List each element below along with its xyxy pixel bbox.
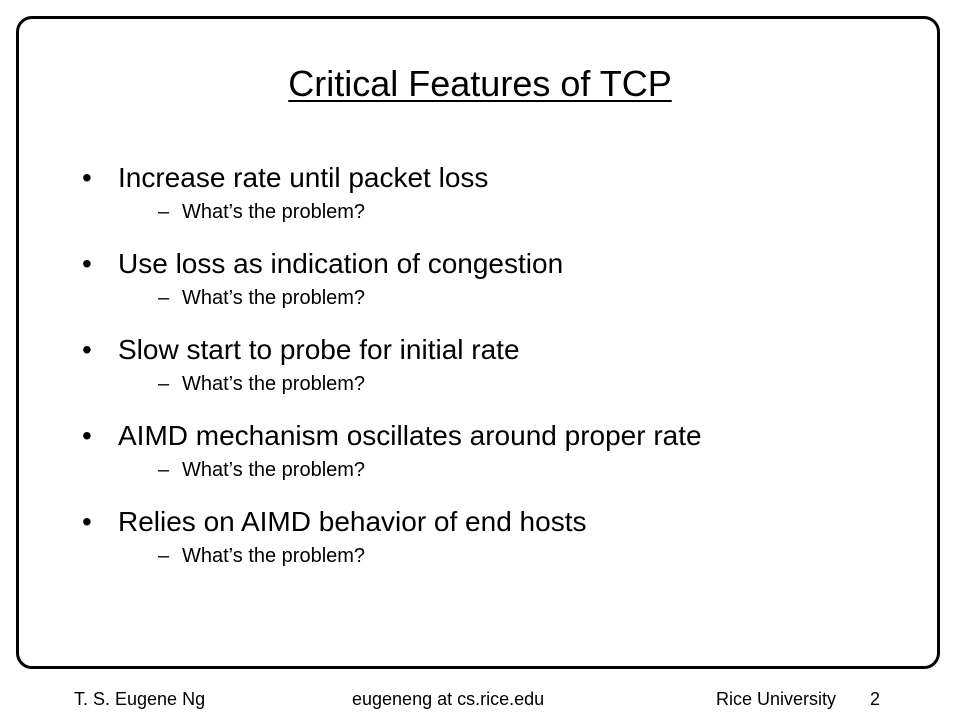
sub-bullet-text: What’s the problem? [182, 373, 366, 395]
bullet-marker: • [82, 162, 92, 193]
bullet-text: Slow start to probe for initial rate [118, 334, 520, 365]
footer-author: T. S. Eugene Ng [74, 689, 206, 709]
bullet-item [82, 158, 902, 224]
bullet-text: Use loss as indication of congestion [118, 248, 564, 279]
page-number: 2 [870, 689, 881, 709]
bullet-row [82, 158, 902, 198]
bullet-row [82, 502, 902, 542]
bullet-marker: • [82, 334, 92, 365]
bullet-text: Relies on AIMD behavior of end hosts [118, 506, 587, 537]
bullet-item [82, 416, 902, 482]
sub-bullet-row [158, 458, 902, 482]
bullet-item [82, 330, 902, 396]
sub-bullet-row [158, 286, 902, 310]
sub-bullet-marker: – [158, 287, 170, 309]
sub-bullet-text: What’s the problem? [182, 545, 366, 567]
bullet-row [82, 330, 902, 370]
footer-email: eugeneng at cs.rice.edu [352, 689, 545, 709]
sub-bullet-marker: – [158, 373, 170, 395]
sub-bullet-row [158, 372, 902, 396]
bullet-marker: • [82, 420, 92, 451]
sub-bullet-marker: – [158, 545, 170, 567]
bullet-marker: • [82, 248, 92, 279]
sub-bullet-marker: – [158, 201, 170, 223]
sub-bullet-marker: – [158, 459, 170, 481]
sub-bullet-row [158, 200, 902, 224]
bullet-marker: • [82, 506, 92, 537]
bullet-text: AIMD mechanism oscillates around proper rate [118, 420, 702, 451]
bullet-row [82, 416, 902, 456]
sub-bullet-row [158, 544, 902, 568]
bullet-item [82, 502, 902, 568]
footer-organization: Rice University [716, 689, 837, 709]
bullet-list [82, 158, 902, 588]
bullet-text: Increase rate until packet loss [118, 162, 489, 193]
bullet-item [82, 244, 902, 310]
sub-bullet-text: What’s the problem? [182, 459, 366, 481]
slide-title [0, 62, 960, 106]
slide-title-text: Critical Features of TCP [288, 63, 672, 104]
sub-bullet-text: What’s the problem? [182, 287, 366, 309]
bullet-row [82, 244, 902, 284]
sub-bullet-text: What’s the problem? [182, 201, 366, 223]
